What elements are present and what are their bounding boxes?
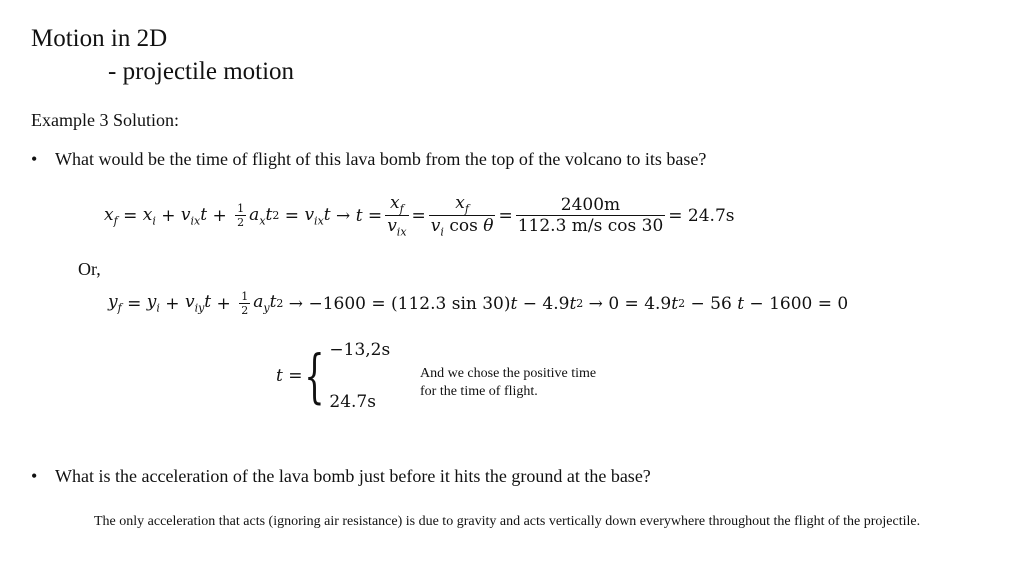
question-2: What is the acceleration of the lava bomb just before it hits the ground at the base? (55, 466, 651, 486)
example-subtitle: Example 3 Solution: (31, 110, 179, 130)
bullet-marker: • (31, 149, 38, 169)
slide-title-subline: - projectile motion (108, 58, 295, 85)
bullet-marker: • (31, 466, 38, 486)
equation-roots (276, 340, 390, 412)
root-positive: 24.7s (329, 392, 376, 412)
eq1-numerator: 2400m (516, 195, 666, 216)
left-brace: { (304, 342, 326, 410)
slide-title: Motion in 2D (31, 25, 168, 52)
eq1-denominator: 112.3 m/s cos 30 (517, 216, 664, 237)
root-choice-note: And we chose the positive time for the time of flight. (420, 366, 597, 399)
answer-paragraph: The only acceleration that acts (ignoring air resistance) is due to gravity and acts vertically down everywhere throughout the flight of the projectile. (94, 514, 921, 529)
or-label: Or, (78, 259, 101, 279)
eq1-result: = 24.7s (668, 205, 735, 226)
equation-time-from-y: $y_f$ = $y_i$ + $v_{iy}t$ + $\frac{1}{2}$ $a_yt$ 2 → −1600 = (112.3 sin 30) t − 4.9 t 2 → 0 = 4.9 t 2 − 56 t − 1600 = 0 (108, 290, 849, 317)
equation-time-from-x: $x_f$ = $x_i$ + $v_{ix}t$ + $\frac{1}{2}$ $a_xt$ 2 = $v_{ix}t$ → t = $\frac{x_f}{v_{ix}}$ = $\frac{x_f}{v_i \cos \theta}$ = $\frac{2400m}{\text{112.3 m/s cos 30}}$ = 24.7s (104, 193, 735, 239)
eq3-lhs: t = (276, 366, 303, 386)
question-1: What would be the time of flight of this lava bomb from the top of the volcano to its base? (55, 149, 707, 169)
root-negative: −13,2s (329, 340, 391, 360)
